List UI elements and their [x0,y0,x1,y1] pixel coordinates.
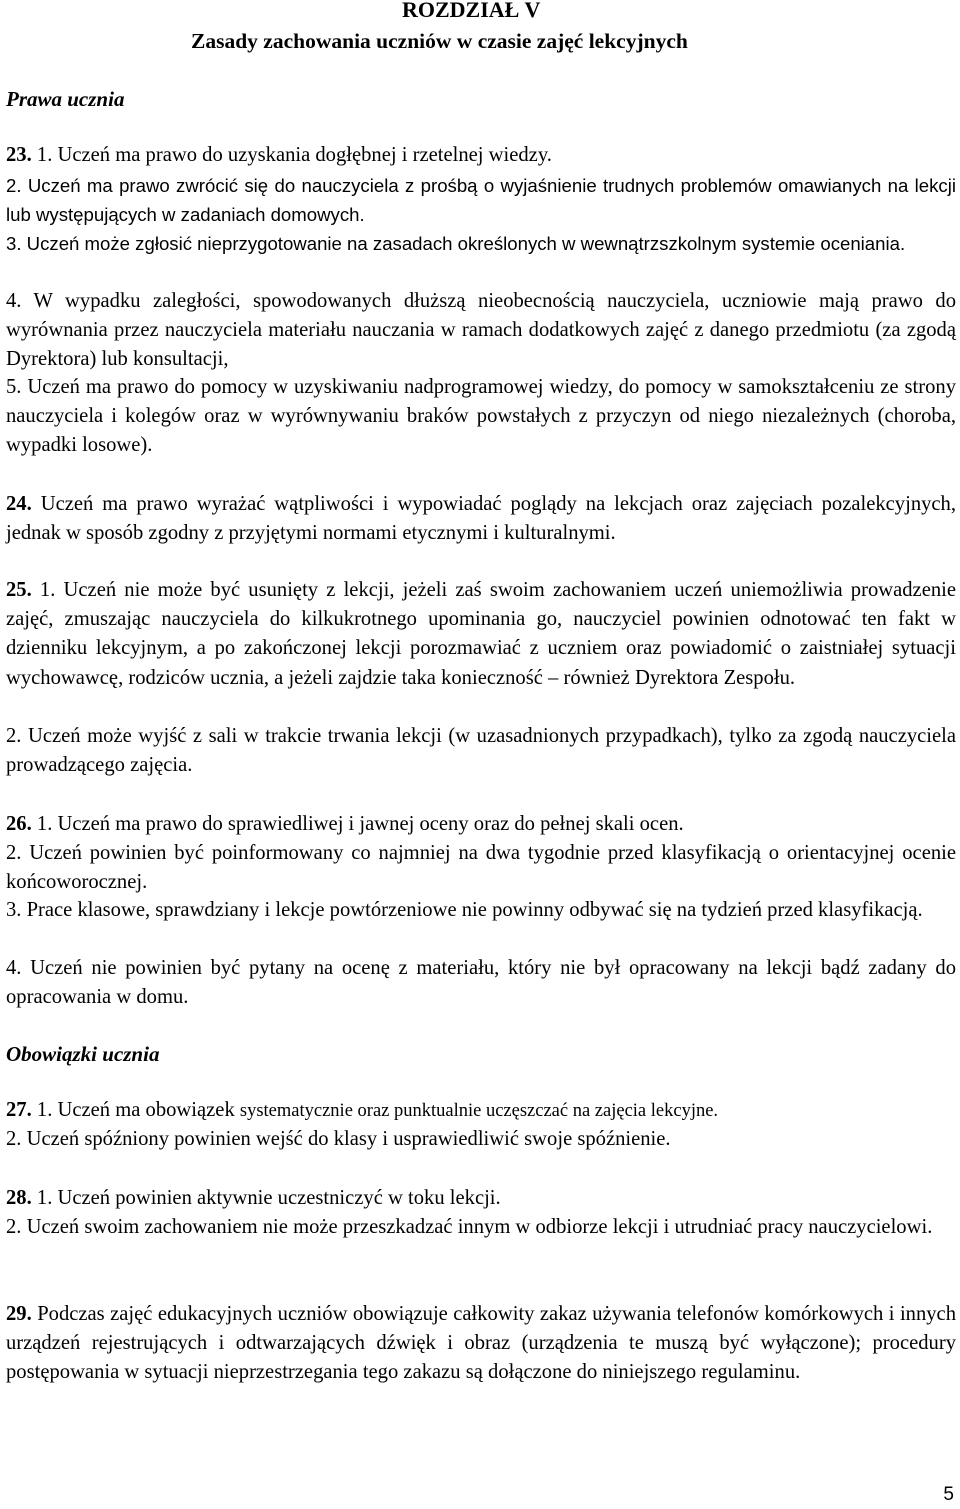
paragraph [6,839,956,897]
paragraph [6,896,956,925]
paragraph-number: 28. [6,1187,32,1209]
paragraph-text: 4. Uczeń nie powinien być pytany na ocenę z materiału, który nie był opracowany na lekcji bądź zadany do opracowania w domu. [6,957,956,1009]
paragraph-text: 2. Uczeń spóźniony powinien wejść do klasy i usprawiedliwić swoje spóźnienie. [6,1128,671,1150]
paragraph-text: 2. Uczeń może wyjść z sali w trakcie trwania lekcji (w uzasadnionych przypadkach), tylko za zgodą nauczyciela prowadzącego zajęcia. [6,725,956,777]
paragraph [6,1125,956,1154]
paragraph-number: 27. [6,1099,32,1121]
paragraph [6,490,956,548]
paragraph [6,722,956,780]
section-heading-rights: Prawa ucznia [6,87,125,111]
page-number: 5 [943,1484,954,1505]
paragraph-number: 23. [6,144,32,166]
paragraph [6,141,956,170]
section-heading-duties: Obowiązki ucznia [6,1042,160,1066]
paragraph-text: 1. Uczeń ma obowiązek [31,1099,240,1121]
paragraph-text: 2. Uczeń powinien być poinformowany co najmniej na dwa tygodnie przed klasyfikacją o orientacyjnej ocenie końcoworocznej. [6,842,956,894]
paragraph-text: 1. Uczeń ma prawo do uzyskania dogłębnej i rzetelnej wiedzy. [31,144,552,166]
paragraph-text: 2. Uczeń swoim zachowaniem nie może przeszkadzać innym w odbiorze lekcji i utrudniać pracy nauczycielowi. [6,1216,933,1238]
paragraph [6,1184,956,1213]
paragraph-number: 26. [6,813,32,835]
paragraph-text: 5. Uczeń ma prawo do pomocy w uzyskiwaniu nadprogramowej wiedzy, do pomocy w samokształceniu ze strony nauczyciela i kolegów oraz w wyrównywaniu braków powstałych z przyczyn od niego niezależnych (choroba, wypadki losowe). [6,376,956,457]
paragraph [6,287,956,375]
paragraph-text: 2. Uczeń ma prawo zwrócić się do nauczyciela z prośbą o wyjaśnienie trudnych problemów omawianych na lekcji lub występujących w zadaniach domowych. [6,175,956,226]
paragraph [6,1213,956,1242]
paragraph-text: 1. Uczeń ma prawo do sprawiedliwej i jawnej oceny oraz do pełnej skali ocen. [31,813,684,835]
paragraph [6,171,956,229]
paragraph-number: 29. [6,1303,32,1325]
paragraph-number: 25. [6,579,32,601]
paragraph-number: 24. [6,493,32,515]
paragraph-text: 3. Uczeń może zgłosić nieprzygotowanie na zasadach określonych w wewnątrzszkolnym systemie oceniania. [6,233,906,254]
paragraph-text: Uczeń ma prawo wyrażać wątpliwości i wypowiadać poglądy na lekcjach oraz zajęciach pozalekcyjnych, jednak w sposób zgodny z przyjętymi normami etycznymi i kulturalnymi. [6,493,956,545]
paragraph-text: 3. Prace klasowe, sprawdziany i lekcje powtórzeniowe nie powinny odbywać się na tydzień przed klasyfikacją. [6,899,923,921]
paragraph [6,1096,956,1126]
chapter-subtitle: Zasady zachowania uczniów w czasie zajęć lekcyjnych [191,29,688,53]
paragraph [6,954,956,1012]
paragraph [6,373,956,461]
paragraph-text-small: systematycznie oraz punktualnie uczęszczać na zajęcia lekcyjne. [239,1101,719,1121]
chapter-title: ROZDZIAŁ V [402,0,541,22]
paragraph-text: 1. Uczeń nie może być usunięty z lekcji, jeżeli zaś swoim zachowaniem uczeń uniemożliwia prowadzenie zajęć, zmuszając nauczyciela do kilkukrotnego upominania go, nauczyciel powinien odnotować ten fakt w dzienniku lekcyjnym, a po zakończonej lekcji porozmawiać z uczniem oraz powiadomić o zaistniałej sytuacji wychowawcę, rodziców ucznia, a jeżeli zajdzie taka konieczność – również Dyrektora Zespołu. [6,579,956,689]
paragraph-text: 1. Uczeń powinien aktywnie uczestniczyć w toku lekcji. [31,1187,501,1209]
paragraph [6,1300,956,1388]
paragraph-text: Podczas zajęć edukacyjnych uczniów obowiązuje całkowity zakaz używania telefonów komórkowych i innych urządzeń rejestrujących i odtwarzających dźwięk i obraz (urządzenia te muszą być wyłączone); procedury postępowania w sytuacji nieprzestrzegania tego zakazu są dołączone do niniejszego regulaminu. [6,1303,956,1384]
paragraph [6,229,956,258]
paragraph [6,810,956,839]
paragraph-text: 4. W wypadku zaległości, spowodowanych dłuższą nieobecnością nauczyciela, uczniowie mają prawo do wyrównania przez nauczyciela materiału nauczania w ramach dodatkowych zajęć z danego przedmiotu (za zgodą Dyrektora) lub konsultacji, [6,290,956,371]
paragraph [6,576,956,693]
